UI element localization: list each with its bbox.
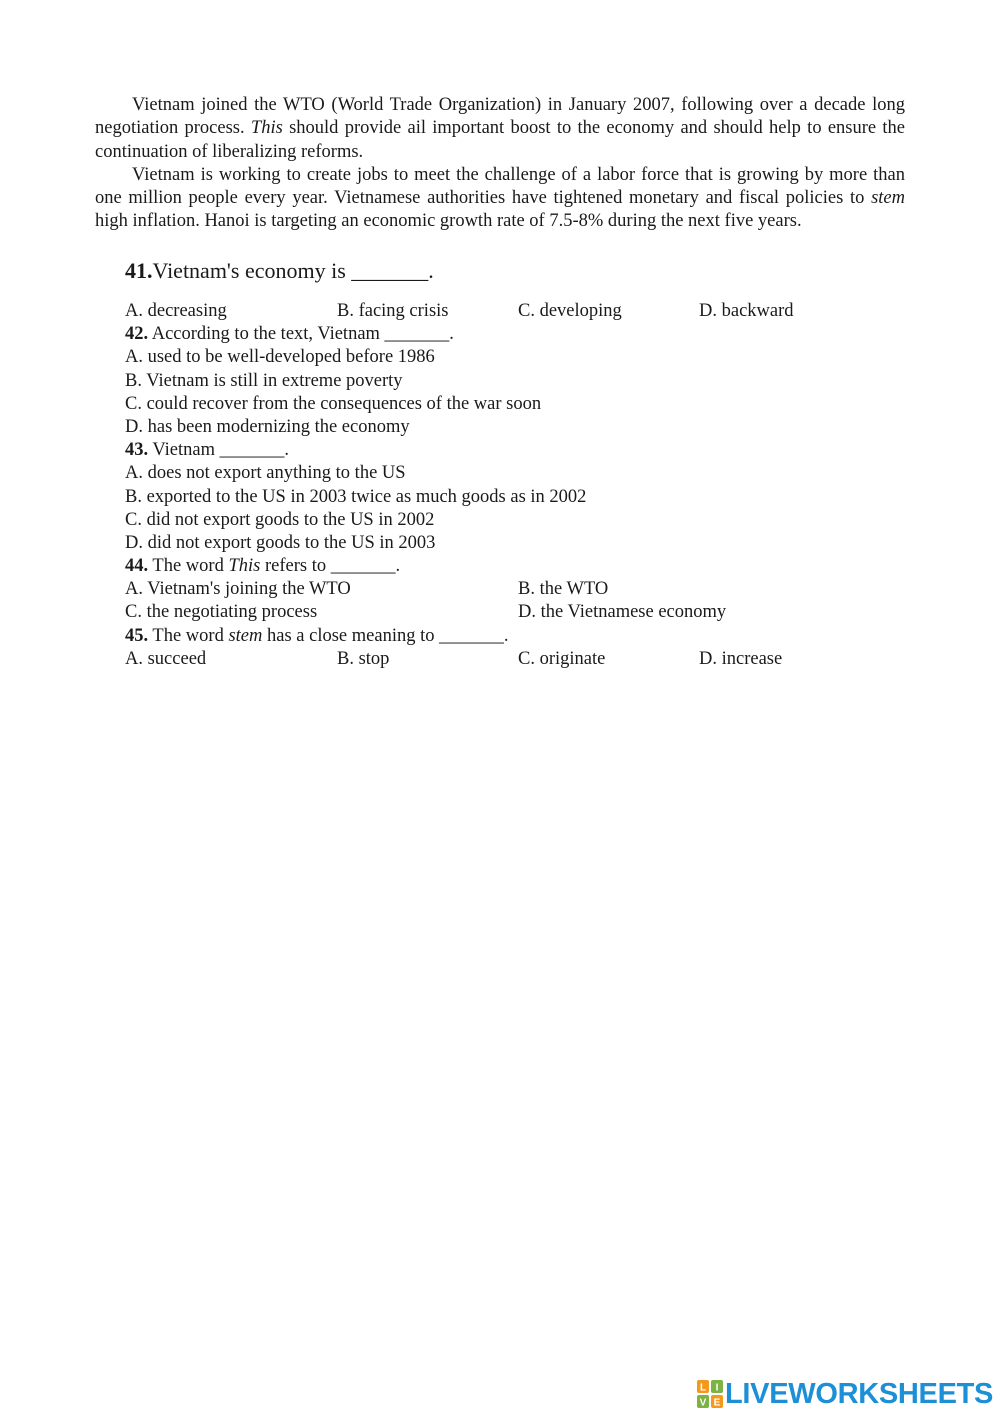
q45-option-d[interactable]: D. increase — [699, 648, 783, 669]
q45-option-a[interactable]: A. succeed — [125, 648, 207, 669]
question-text: Vietnam _______. — [148, 440, 290, 461]
question-42 — [125, 323, 925, 346]
italic-word: This — [228, 556, 261, 577]
question-text: Vietnam's economy is _______. — [152, 258, 434, 283]
q42-option-b[interactable]: B. Vietnam is still in extreme poverty — [125, 370, 403, 391]
q43-option-d[interactable]: D. did not export goods to the US in 2003 — [125, 532, 436, 553]
q44-option-c[interactable]: C. the negotiating process — [125, 602, 318, 623]
question-41 — [125, 258, 434, 284]
q45-option-c[interactable]: C. originate — [518, 648, 606, 669]
q44-options-row-2 — [125, 601, 925, 624]
question-44: 44. The word This refers to _______. — [125, 556, 401, 577]
italic-word: stem — [228, 625, 263, 646]
question-number: 43. — [125, 440, 149, 461]
liveworksheets-logo — [697, 1377, 993, 1411]
logo-letter-i: I — [715, 1382, 719, 1394]
q45-option-b[interactable]: B. stop — [337, 648, 390, 669]
q44-option-a[interactable]: A. Vietnam's joining the WTO — [125, 579, 351, 600]
logo-letter-l: L — [699, 1382, 707, 1394]
italic-word-stem: stem — [871, 188, 905, 209]
q43-option-c[interactable]: C. did not export goods to the US in 2002 — [125, 509, 435, 530]
q41-option-c[interactable]: C. developing — [518, 301, 622, 321]
reading-passage — [95, 94, 905, 234]
question-45: 45. The word stem has a close meaning to _______. — [125, 625, 509, 646]
q41-option-a[interactable]: A. decreasing — [125, 301, 227, 321]
q45-options — [125, 648, 925, 671]
q44-options-row-1 — [125, 578, 925, 601]
q42-option-c[interactable]: C. could recover from the consequences of the war soon — [125, 393, 542, 414]
q41-options — [125, 300, 925, 323]
question-text: According to the text, Vietnam _______. — [148, 324, 454, 345]
q44-option-d[interactable]: D. the Vietnamese economy — [518, 602, 727, 623]
logo-letter-v: V — [699, 1397, 707, 1408]
italic-word-this: This — [250, 118, 283, 139]
question-43 — [125, 439, 925, 462]
passage-paragraph-2: Vietnam is working to create jobs to meet the challenge of a labor force that is growing by more than one million people every year. Vietnamese authorities have tightened monetary and fiscal policies to stem high inflation. Hanoi is targeting an economic growth rate of 7.5-8% during the next five years. — [95, 164, 905, 232]
q43-option-a[interactable]: A. does not export anything to the US — [125, 463, 406, 484]
logo-letter-e: E — [713, 1397, 721, 1408]
liveworksheets-logo-icon — [697, 1380, 723, 1408]
q42-option-a[interactable]: A. used to be well-developed before 1986 — [125, 347, 435, 368]
question-list — [125, 300, 925, 671]
passage-paragraph-1: Vietnam joined the WTO (World Trade Organization) in January 2007, following over a decade long negotiation process. This should provide ail important boost to the economy and should help to ensure the continuation of liberalizing reforms. — [95, 95, 906, 162]
q41-option-d[interactable]: D. backward — [699, 301, 794, 321]
q41-option-b[interactable]: B. facing crisis — [337, 301, 449, 321]
q44-option-b[interactable]: B. the WTO — [518, 579, 609, 600]
question-number: 42. — [125, 324, 149, 345]
question-number: 44. — [125, 556, 149, 577]
q43-option-b[interactable]: B. exported to the US in 2003 twice as much goods as in 2002 — [125, 486, 587, 507]
question-number: 45. — [125, 625, 149, 646]
logo-text: LIVEWORKSHEETS — [725, 1377, 994, 1410]
question-number: 41. — [125, 258, 153, 283]
q42-option-d[interactable]: D. has been modernizing the economy — [125, 416, 410, 437]
